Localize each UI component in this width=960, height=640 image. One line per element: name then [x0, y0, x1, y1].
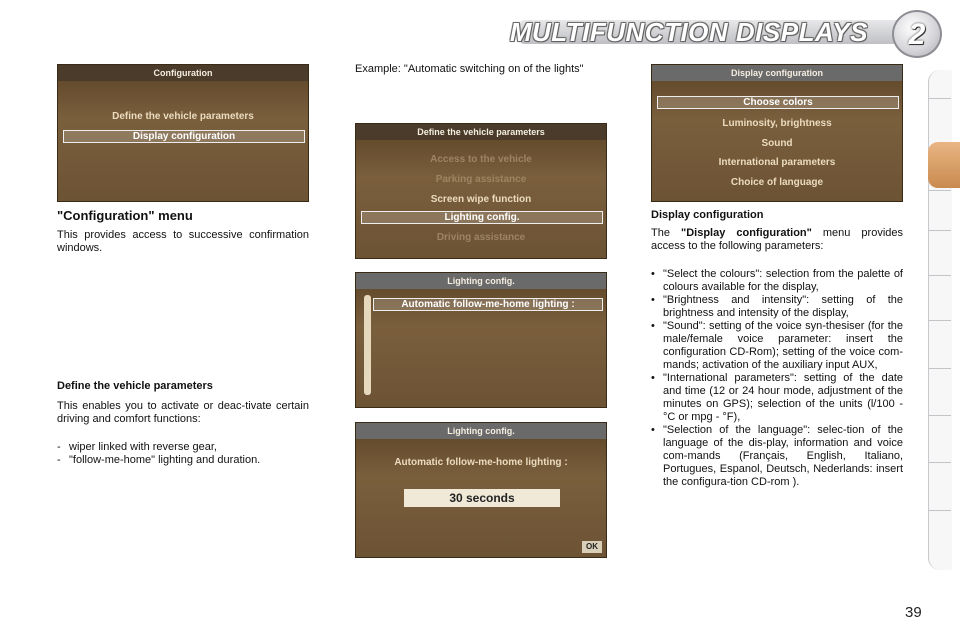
config-heading: "Configuration" menu [57, 208, 193, 223]
setting-value: 30 seconds [404, 489, 560, 507]
tab-divider [929, 190, 951, 191]
chapter-badge [892, 10, 942, 58]
define-heading: Define the vehicle parameters [57, 380, 213, 392]
screen-title: Display configuration [652, 65, 902, 81]
list-item: • "Select the colours": selection from the palette of colours available for the display, [651, 268, 903, 293]
tab-divider [929, 368, 951, 369]
menu-item: Access to the vehicle [430, 154, 532, 165]
screen-title: Define the vehicle parameters [356, 124, 606, 140]
screen-lighting-list [355, 272, 607, 408]
menu-item: Parking assistance [435, 174, 527, 185]
menu-item-selected: Automatic follow-me-home lighting : [374, 299, 602, 310]
display-config-heading: Display configuration [651, 209, 764, 221]
screen-configuration [57, 64, 309, 202]
display-config-list [651, 268, 903, 489]
menu-item-selected: Choose colors [658, 97, 898, 108]
menu-item: Screen wipe function [430, 194, 532, 205]
list-item: • "Sound": setting of the voice syn-thesiser (for the male/female voice parameter: insert the configuration CD-Rom); setting of the voice com-mands; activation of the auxiliary input AUX, [651, 320, 903, 371]
screen-title: Lighting config. [356, 423, 606, 439]
example-text: Example: "Automatic switching on of the lights" [355, 63, 584, 75]
list-item: • "Selection of the language": selec-tion of the language of the dis-play, information and voice com-mands (Français, English, Italiano, Portugues, Espanol, Deutsch, Nederlands: insert the configura-tion CD-rom ). [651, 424, 903, 488]
menu-item: Sound [761, 138, 793, 149]
screen-title: Lighting config. [356, 273, 606, 289]
tab-divider [929, 98, 951, 99]
chapter-number: 2 [908, 18, 926, 51]
tab-divider [929, 230, 951, 231]
tab-divider [929, 415, 951, 416]
page-header [0, 0, 960, 60]
menu-item-selected: Display configuration [64, 131, 304, 142]
tab-divider [929, 320, 951, 321]
list-item: - "follow-me-home" lighting and duration. [57, 454, 261, 466]
config-text: This provides access to successive confirmation windows. [57, 229, 309, 254]
scrollbar [364, 295, 371, 395]
setting-label: Automatic follow-me-home lighting : [394, 457, 568, 468]
tab-divider [929, 275, 951, 276]
chapter-tab-active [928, 142, 960, 188]
display-config-intro: The "Display configuration" menu provides access to the following parameters: [651, 227, 904, 252]
menu-item: International parameters [718, 157, 836, 168]
screen-title: Configuration [58, 65, 308, 81]
ok-box: OK [582, 541, 602, 553]
define-text: This enables you to activate or deac-tivate certain driving and comfort functions: [57, 400, 309, 425]
screen-display-config [651, 64, 903, 202]
menu-item: Driving assistance [436, 232, 526, 243]
screen-define-vehicle [355, 123, 607, 259]
screen-lighting-value [355, 422, 607, 558]
page-title: MULTIFUNCTION DISPLAYS [509, 17, 868, 47]
tab-divider [929, 462, 951, 463]
menu-item: Luminosity, brightness [722, 118, 832, 129]
menu-item: Choice of language [730, 177, 824, 188]
list-item: • "International parameters": setting of the date and time (12 or 24 hour mode, adjustment of the minutes on GPS); selection of the units (l/100 - °C or mpg - °F), [651, 372, 903, 423]
tab-divider [929, 510, 951, 511]
menu-item-selected: Lighting config. [362, 212, 602, 223]
menu-item: Define the vehicle parameters [112, 111, 254, 122]
list-item: - wiper linked with reverse gear, [57, 441, 217, 453]
page-number: 39 [905, 604, 922, 621]
define-list [57, 441, 309, 467]
list-item: • "Brightness and intensity": setting of the brightness and intensity of the display, [651, 294, 903, 319]
